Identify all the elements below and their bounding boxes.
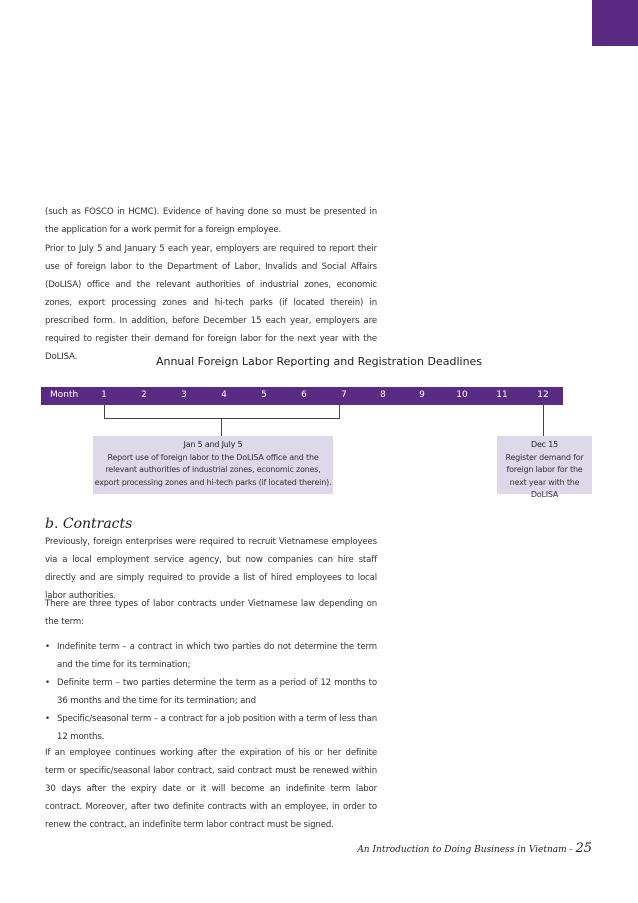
paragraph-text: Previously, foreign enterprises were required to recruit Vietnamese employees via a local employment service agency, but now companies can hire staff directly and are simply required to provide a list of hired employees to local labor authorities. [45, 537, 377, 601]
month-2: 2 [141, 390, 147, 400]
list-item: • Indefinite term – a contract in which two parties do not determine the term and the time for its termination; [45, 638, 377, 674]
list-item: • Specific/seasonal term – a contract for a job position with a term of less than 12 months. [45, 710, 377, 746]
month-12: 12 [537, 390, 549, 400]
paragraph-text: Prior to July 5 and January 5 each year, employers are required to report their use of foreign labor to the Department of Labor, Invalids and Social Affairs (DoLISA) office and the relevant authorities of industrial zones, economic zones, export processing zones and hi-tech parks (if located therein) in prescribed form. In addition, before December 15 each year, employers are required to register their demand for foreign labor for the next year with the DoLISA. [45, 244, 377, 362]
connector-line [543, 405, 544, 436]
month-6: 6 [301, 390, 307, 400]
paragraph-contract-types [45, 595, 377, 631]
contract-types-list [45, 638, 377, 746]
month-10: 10 [456, 390, 468, 400]
bracket-jan-jul [104, 405, 340, 419]
month-3: 3 [181, 390, 187, 400]
month-9: 9 [419, 390, 425, 400]
callout-heading: Jan 5 and July 5 [183, 440, 243, 449]
month-5: 5 [261, 390, 267, 400]
month-8: 8 [380, 390, 386, 400]
paragraph-renewal [45, 744, 377, 834]
list-item: • Definite term – two parties determine the term as a period of 12 months to 36 months and the time for its termination; and [45, 674, 377, 710]
month-11: 11 [496, 390, 508, 400]
paragraph-continuation [45, 203, 377, 239]
paragraph-text: There are three types of labor contracts under Vietnamese law depending on the term: [45, 599, 377, 627]
callout-body: Register demand for foreign labor for the next year with the DoLISA [505, 452, 584, 499]
callout-body: Report use of foreign labor to the DoLISA office and the relevant authorities of industrial zones, economic zones, export processing zones and hi-tech parks (if located therein). [94, 452, 332, 487]
month-7: 7 [341, 390, 347, 400]
paragraph-reporting [45, 240, 377, 366]
month-1: 1 [101, 390, 107, 400]
page-footer [357, 841, 592, 856]
section-heading: b. Contracts [45, 516, 133, 532]
callout-heading: Dec 15 [530, 440, 558, 449]
callout-dec [497, 436, 592, 499]
connector-line [221, 418, 222, 436]
month-bar [41, 387, 563, 405]
paragraph-text: If an employee continues working after the expiration of his or her definite term or specific/seasonal labor contract, said contract must be renewed within 30 days after the expiry date or it will become an indefinite term labor contract. Moreover, after two definite contracts with an employee, in order to renew the contract, an indefinite term labor contract must be signed. [45, 748, 377, 830]
corner-tab [592, 0, 638, 46]
diagram-title: Annual Foreign Labor Reporting and Registration Deadlines [155, 355, 483, 368]
paragraph-text: (such as FOSCO in HCMC). Evidence of having done so must be presented in the application for a work permit for a foreign employee. [45, 207, 377, 235]
footer-title: An Introduction to Doing Business in Vietnam - [357, 845, 576, 855]
page-number: 25 [575, 841, 592, 856]
month-4: 4 [221, 390, 227, 400]
month-bar-label: Month [50, 390, 79, 400]
callout-jan-jul [93, 436, 333, 494]
